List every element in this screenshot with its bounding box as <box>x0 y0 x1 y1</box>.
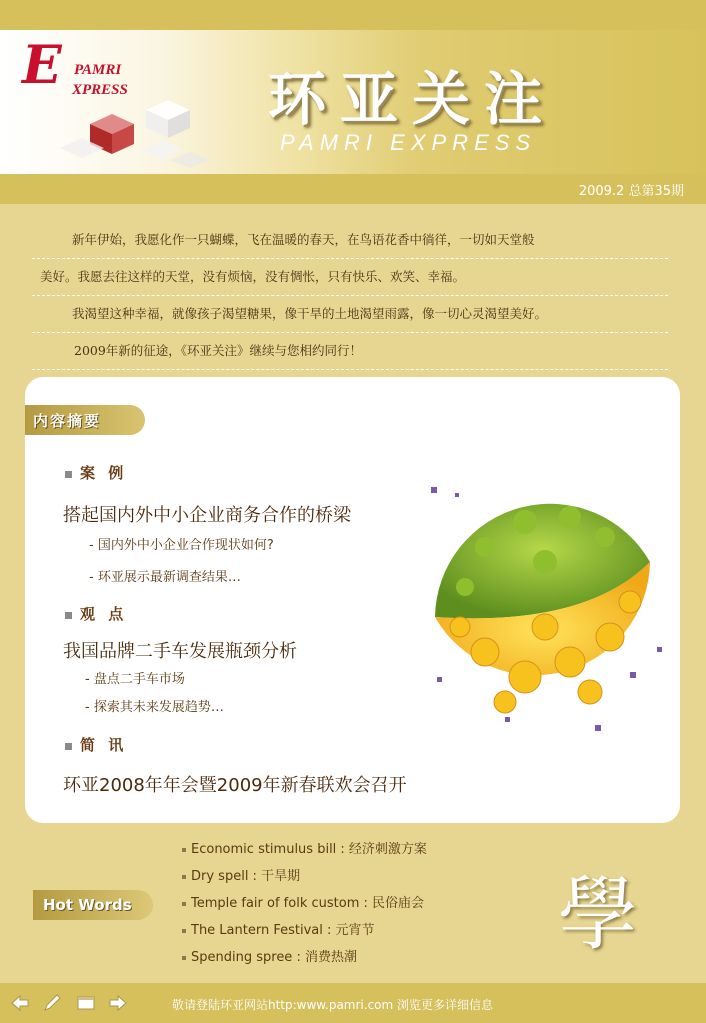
hotword-text: Temple fair of folk custom : 民俗庙会 <box>191 896 425 911</box>
case-subpoint: - 国内外中小企业合作现状如何? <box>89 538 274 553</box>
intro-line: 新年伊始，我愿化作一只蝴蝶，飞在温暖的春天，在鸟语花香中徜徉，一切如天堂般 <box>32 222 668 259</box>
logo-line-pamri: PAMRI <box>74 62 122 78</box>
hotwords-tab-label: Hot Words <box>43 896 132 914</box>
bullet-icon <box>182 956 186 960</box>
square-bullet-icon <box>65 743 72 750</box>
hotwords-list <box>182 838 427 973</box>
bullet-icon <box>182 929 186 933</box>
flower-ball-image <box>425 477 675 737</box>
section-heading-news <box>65 734 127 755</box>
bullet-icon <box>182 902 186 906</box>
hotword-text: The Lantern Festival : 元宵节 <box>191 923 375 938</box>
footer-bar <box>0 983 706 1023</box>
list-item <box>182 919 427 946</box>
news-article-title[interactable]: 环亚2008年年会暨2009年新春联欢会召开 <box>63 775 407 796</box>
list-item <box>182 946 427 973</box>
summary-tab <box>25 405 145 435</box>
forward-arrow-icon[interactable] <box>108 993 128 1013</box>
footer-website-text[interactable]: 敬请登陆环亚网站http:www.pamri.com 浏览更多详细信息 <box>172 998 494 1012</box>
logo-letter: E <box>22 35 62 96</box>
view-subpoint: - 探索其未来发展趋势… <box>85 700 224 715</box>
bullet-icon <box>182 875 186 879</box>
square-bullet-icon <box>65 471 72 478</box>
view-article-title[interactable]: 我国品牌二手车发展瓶颈分析 <box>63 641 297 662</box>
hotwords-tab <box>33 890 153 920</box>
summary-card <box>25 377 680 823</box>
issue-number: 2009.2 总第35期 <box>578 184 684 199</box>
hotword-text: Dry spell : 干旱期 <box>191 869 301 884</box>
list-item <box>182 838 427 865</box>
intro-text <box>32 222 668 370</box>
bullet-icon <box>182 848 186 852</box>
section-heading-label: 简 讯 <box>80 736 128 754</box>
window-icon[interactable] <box>76 993 96 1013</box>
summary-tab-label: 内容摘要 <box>33 412 102 430</box>
list-item <box>182 892 427 919</box>
intro-line: 2009年新的征途，《环亚关注》继续与您相约同行！ <box>32 333 668 370</box>
case-subpoint: - 环亚展示最新调查结果… <box>89 570 241 585</box>
cubes-graphic <box>50 90 220 174</box>
hotword-text: Spending spree : 消费热潮 <box>191 950 357 965</box>
hotword-text: Economic stimulus bill : 经济刺激方案 <box>191 842 427 857</box>
section-heading-case <box>65 462 127 483</box>
section-heading-label: 案 例 <box>80 464 128 482</box>
pencil-icon[interactable] <box>42 993 62 1013</box>
section-heading-label: 观 点 <box>80 605 128 623</box>
magazine-title: 环亚关注 <box>268 65 557 133</box>
top-strip <box>0 0 706 30</box>
view-subpoint: - 盘点二手车市场 <box>85 672 185 687</box>
intro-line: 美好。我愿去往这样的天堂，没有烦恼，没有惆怅，只有快乐、欢笑、幸福。 <box>32 259 668 296</box>
case-article-title[interactable]: 搭起国内外中小企业商务合作的桥梁 <box>63 505 351 526</box>
issue-bar <box>0 174 706 204</box>
calligraphy-character: 學 <box>558 868 638 961</box>
section-heading-view <box>65 603 127 624</box>
banner <box>0 30 706 174</box>
magazine-subtitle: PAMRI EXPRESS <box>280 130 537 155</box>
list-item <box>182 865 427 892</box>
back-arrow-icon[interactable] <box>10 993 30 1013</box>
square-bullet-icon <box>65 612 72 619</box>
logo-line-xpress: XPRESS <box>72 82 128 98</box>
intro-line: 我渴望这种幸福，就像孩子渴望糖果，像干旱的土地渴望雨露，像一切心灵渴望美好。 <box>32 296 668 333</box>
